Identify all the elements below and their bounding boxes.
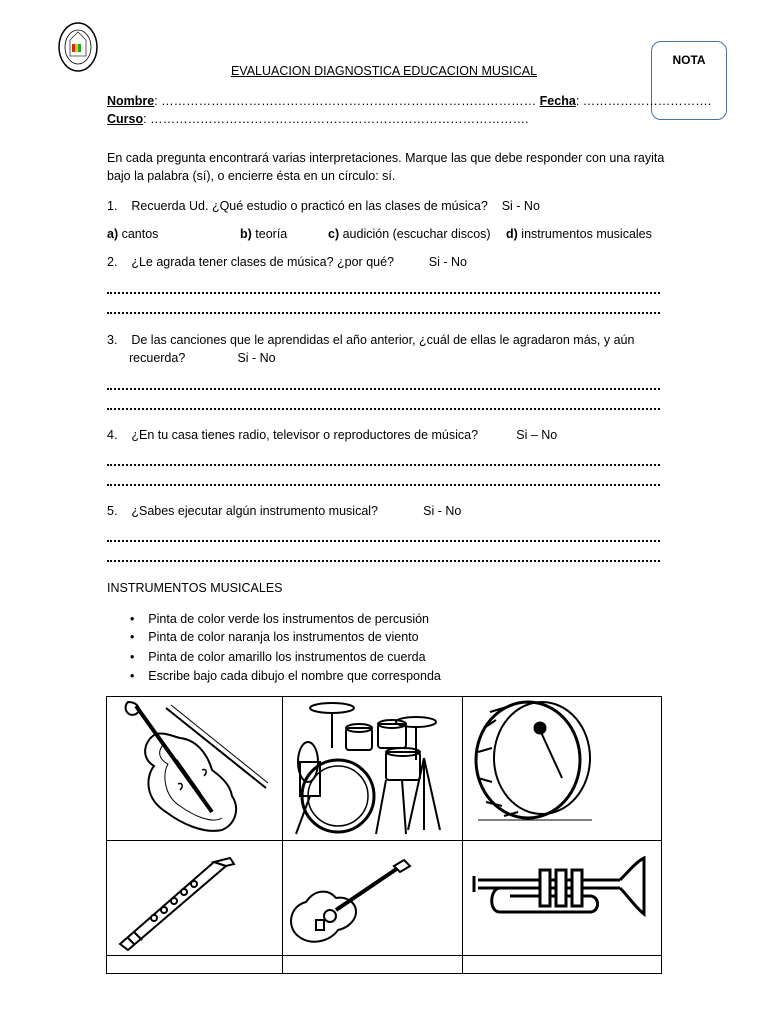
curso-label: Curso xyxy=(107,112,144,126)
option-text: teoría xyxy=(251,227,288,241)
bullet-icon: • xyxy=(130,630,135,644)
option-letter: b) xyxy=(240,227,252,241)
question-answer[interactable]: Si - No xyxy=(501,199,540,213)
nombre-row[interactable] xyxy=(107,93,711,109)
option-c[interactable] xyxy=(328,226,491,242)
bass-drum-image xyxy=(470,698,600,829)
instruments-heading: INSTRUMENTOS MUSICALES xyxy=(107,581,283,595)
bullet-icon: • xyxy=(130,612,135,626)
nombre-field[interactable]: : ……………………………………………………………………………… xyxy=(154,94,537,108)
bullet-item xyxy=(130,629,419,645)
bullet-text: Pinta de color naranja los instrumentos de viento xyxy=(148,630,419,644)
fecha-field[interactable]: : …………………………. xyxy=(575,94,712,108)
option-text: instrumentos musicales xyxy=(517,227,652,241)
question-answer[interactable]: Si - No xyxy=(428,255,467,269)
recorder-image xyxy=(114,856,238,957)
question-1 xyxy=(107,198,540,214)
bullet-icon: • xyxy=(130,650,135,664)
answer-line[interactable] xyxy=(107,310,660,314)
question-2 xyxy=(107,254,467,270)
bullet-item xyxy=(130,668,441,684)
question-answer[interactable]: Si – No xyxy=(516,428,558,442)
question-4 xyxy=(107,427,557,443)
option-letter: d) xyxy=(506,227,518,241)
question-3 xyxy=(107,332,634,348)
question-text: Recuerda Ud. ¿Qué estudio o practicó en las clases de música? xyxy=(131,199,488,213)
grade-label: NOTA xyxy=(672,53,706,67)
answer-line[interactable] xyxy=(107,406,660,410)
question-text: ¿En tu casa tienes radio, televisor o reproductores de música? xyxy=(131,428,479,442)
question-answer[interactable]: Si - No xyxy=(237,351,276,365)
option-text: audición (escuchar discos) xyxy=(339,227,491,241)
page-title: EVALUACION DIAGNOSTICA EDUCACION MUSICAL xyxy=(230,64,538,78)
drum-kit-image xyxy=(290,700,458,845)
question-number: 3. xyxy=(107,333,118,347)
violin-image xyxy=(116,700,276,843)
question-number: 1. xyxy=(107,199,118,213)
question-number: 4. xyxy=(107,428,118,442)
question-number: 2. xyxy=(107,255,118,269)
nombre-label: Nombre xyxy=(107,94,155,108)
option-letter: c) xyxy=(328,227,340,241)
answer-line[interactable] xyxy=(107,290,660,294)
question-3-continued xyxy=(129,350,276,366)
bullet-item xyxy=(130,611,429,627)
question-text: recuerda? xyxy=(129,351,186,365)
option-text: cantos xyxy=(118,227,159,241)
question-5 xyxy=(107,503,461,519)
option-a[interactable] xyxy=(107,226,158,242)
instruments-grid xyxy=(106,696,662,974)
option-b[interactable] xyxy=(240,226,287,242)
intro-line-1: En cada pregunta encontrará varias interpretaciones. Marque las que debe responder con una rayita xyxy=(107,151,665,165)
answer-line[interactable] xyxy=(107,462,660,466)
question-answer[interactable]: Si - No xyxy=(423,504,462,518)
question-text: ¿Sabes ejecutar algún instrumento musical? xyxy=(131,504,378,518)
curso-row[interactable] xyxy=(107,111,529,127)
bullet-text: Pinta de color amarillo los instrumentos de cuerda xyxy=(148,650,426,664)
bullet-text: Escribe bajo cada dibujo el nombre que corresponda xyxy=(148,669,441,683)
answer-line[interactable] xyxy=(107,386,660,390)
bullet-icon: • xyxy=(130,669,135,683)
guitar-image xyxy=(286,858,414,953)
bullet-item xyxy=(130,649,426,665)
intro-line-2: bajo la palabra (sí), o encierre ésta en un círculo: sí. xyxy=(107,169,396,183)
trumpet-image xyxy=(470,856,650,933)
answer-line[interactable] xyxy=(107,482,660,486)
curso-field[interactable]: : ………………………………………………………………………………. xyxy=(143,112,529,126)
question-text: De las canciones que le aprendidas el año anterior, ¿cuál de ellas le agradaron más, y aún xyxy=(131,333,635,347)
answer-line[interactable] xyxy=(107,558,660,562)
bullet-text: Pinta de color verde los instrumentos de percusión xyxy=(148,612,430,626)
question-number: 5. xyxy=(107,504,118,518)
option-d[interactable] xyxy=(506,226,652,242)
option-letter: a) xyxy=(107,227,119,241)
answer-line[interactable] xyxy=(107,538,660,542)
fecha-label: Fecha xyxy=(539,94,576,108)
question-text: ¿Le agrada tener clases de música? ¿por qué? xyxy=(131,255,394,269)
